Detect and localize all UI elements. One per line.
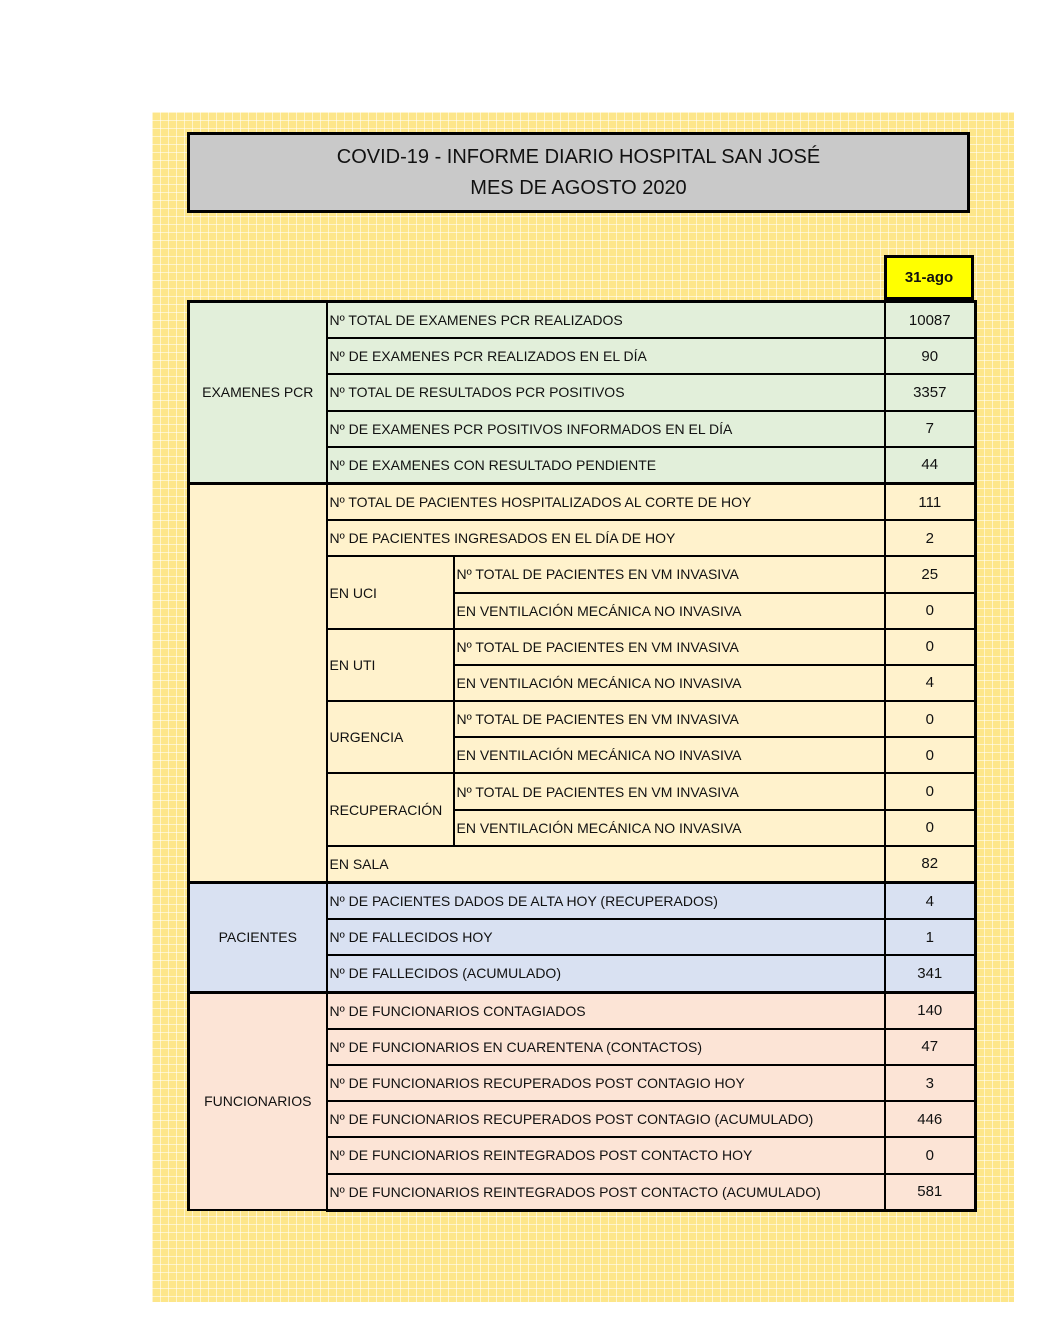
row-value: 111 [885,483,976,520]
row-label: Nº TOTAL DE PACIENTES EN VM INVASIVA [454,629,885,665]
report-subtitle: MES DE AGOSTO 2020 [470,176,687,199]
row-label: Nº DE EXAMENES PCR POSITIVOS INFORMADOS EN EL DÍA [327,411,885,447]
row-label: Nº DE FUNCIONARIOS REINTEGRADOS POST CONTACTO (ACUMULADO) [327,1174,885,1211]
row-label: Nº DE FALLECIDOS HOY [327,919,885,955]
row-label: EN VENTILACIÓN MECÁNICA NO INVASIVA [454,737,885,773]
unit-label-urgencia: URGENCIA [327,701,454,773]
row-value: 0 [885,773,976,809]
row-label: Nº DE FUNCIONARIOS REINTEGRADOS POST CONTACTO HOY [327,1137,885,1173]
row-value: 140 [885,992,976,1029]
category-funcionarios: FUNCIONARIOS [189,992,327,1210]
category-examenes-pcr: EXAMENES PCR [189,302,327,484]
row-label: Nº TOTAL DE PACIENTES EN VM INVASIVA [454,773,885,809]
row-label: Nº TOTAL DE PACIENTES HOSPITALIZADOS AL CORTE DE HOY [327,483,885,520]
row-value: 4 [885,883,976,920]
report-date: 31-ago [884,255,974,300]
row-value: 7 [885,411,976,447]
row-label: EN SALA [327,846,885,883]
row-value: 1 [885,919,976,955]
row-value: 0 [885,629,976,665]
row-value: 581 [885,1174,976,1211]
row-label: Nº TOTAL DE EXAMENES PCR REALIZADOS [327,302,885,339]
row-label: Nº DE FUNCIONARIOS EN CUARENTENA (CONTACTOS) [327,1029,885,1065]
row-value: 10087 [885,302,976,339]
unit-label-uci: EN UCI [327,556,454,628]
row-label: Nº DE EXAMENES CON RESULTADO PENDIENTE [327,447,885,484]
table-row [189,992,976,1029]
row-value: 0 [885,737,976,773]
row-value: 446 [885,1101,976,1137]
row-value: 3 [885,1065,976,1101]
unit-label-uti: EN UTI [327,629,454,701]
row-value: 82 [885,846,976,883]
row-label: Nº DE FUNCIONARIOS CONTAGIADOS [327,992,885,1029]
row-label: Nº TOTAL DE RESULTADOS PCR POSITIVOS [327,374,885,410]
row-label: Nº DE PACIENTES DADOS DE ALTA HOY (RECUPERADOS) [327,883,885,920]
row-value: 2 [885,520,976,556]
row-value: 4 [885,665,976,701]
row-value: 3357 [885,374,976,410]
report-table [187,300,977,1212]
category-pacientes: PACIENTES [189,883,327,993]
row-label: EN VENTILACIÓN MECÁNICA NO INVASIVA [454,810,885,846]
row-value: 90 [885,338,976,374]
row-label: Nº DE EXAMENES PCR REALIZADOS EN EL DÍA [327,338,885,374]
row-value: 25 [885,556,976,592]
table-row [189,302,976,339]
row-label: Nº TOTAL DE PACIENTES EN VM INVASIVA [454,701,885,737]
row-value: 0 [885,1137,976,1173]
row-value: 0 [885,810,976,846]
row-value: 0 [885,593,976,629]
row-label: Nº TOTAL DE PACIENTES EN VM INVASIVA [454,556,885,592]
table-row [189,883,976,920]
table-row [189,483,976,520]
unit-label-recuperacion: RECUPERACIÓN [327,773,454,845]
report-title-box [187,132,970,213]
report-title: COVID-19 - INFORME DIARIO HOSPITAL SAN JOSÉ [336,145,821,168]
row-value: 341 [885,955,976,992]
row-label: Nº DE PACIENTES INGRESADOS EN EL DÍA DE HOY [327,520,885,556]
row-value: 0 [885,701,976,737]
row-label: Nº DE FUNCIONARIOS RECUPERADOS POST CONTAGIO (ACUMULADO) [327,1101,885,1137]
row-label: Nº DE FALLECIDOS (ACUMULADO) [327,955,885,992]
row-label: Nº DE FUNCIONARIOS RECUPERADOS POST CONTAGIO HOY [327,1065,885,1101]
row-label: EN VENTILACIÓN MECÁNICA NO INVASIVA [454,593,885,629]
row-value: 44 [885,447,976,484]
category-hospitalizados [189,483,327,882]
row-label: EN VENTILACIÓN MECÁNICA NO INVASIVA [454,665,885,701]
row-value: 47 [885,1029,976,1065]
